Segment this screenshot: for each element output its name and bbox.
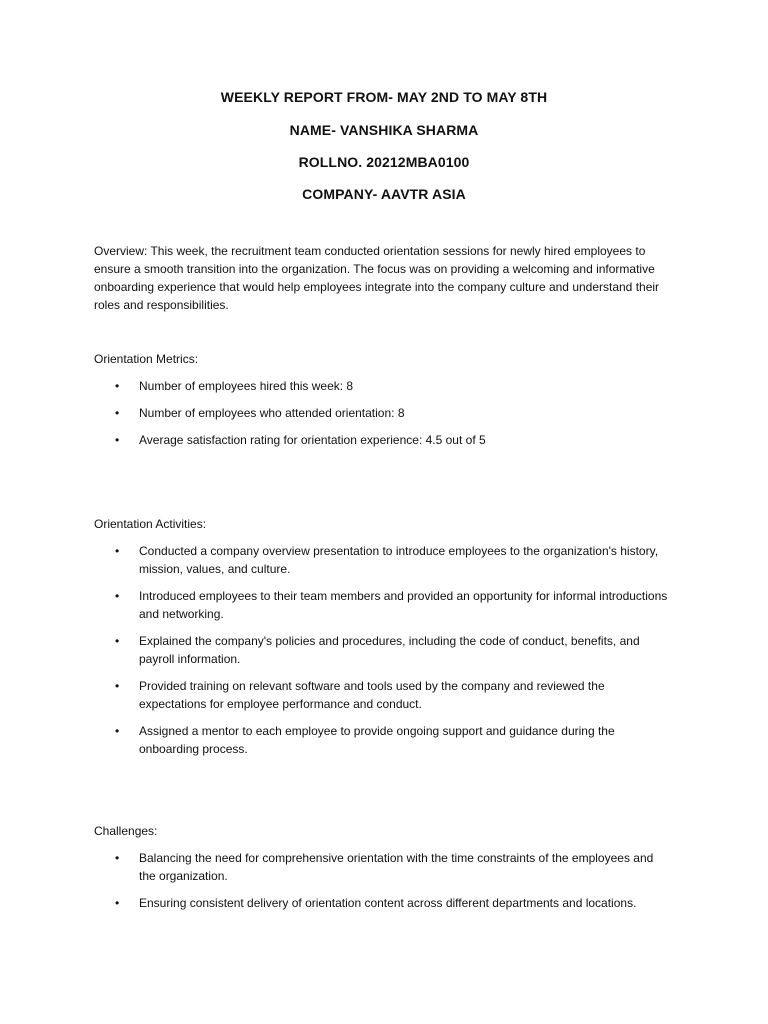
- challenges-list: [0, 849, 768, 921]
- bullet-icon: •: [115, 544, 120, 558]
- company-name: COMPANY- AAVTR ASIA: [302, 186, 466, 202]
- list-item: [0, 849, 669, 885]
- overview-paragraph: Overview: This week, the recruitment team conducted orientation sessions for newly hired employees to ensure a smooth transition into the organization. The focus was on providing a welcoming and informative onboarding experience that would help employees integrate into the company culture and understand their roles and responsibilities.: [94, 244, 660, 312]
- list-item: [0, 677, 669, 713]
- metrics-heading: Orientation Metrics:: [94, 352, 199, 366]
- list-item-text: Average satisfaction rating for orientation experience: 4.5 out of 5: [139, 433, 486, 447]
- list-item: [0, 632, 669, 668]
- list-item: [0, 377, 669, 395]
- challenges-heading: Challenges:: [94, 824, 158, 838]
- bullet-icon: •: [115, 851, 120, 865]
- list-item: [0, 404, 669, 422]
- bullet-icon: •: [115, 724, 120, 738]
- list-item-text: Number of employees hired this week: 8: [139, 379, 354, 393]
- activities-list: [0, 542, 768, 767]
- list-item: [0, 587, 669, 623]
- list-item: [0, 431, 669, 449]
- bullet-icon: •: [115, 679, 120, 693]
- list-item: [0, 894, 669, 912]
- list-item-text: Introduced employees to their team members and provided an opportunity for informal introductions and networking.: [139, 589, 668, 621]
- list-item-text: Number of employees who attended orientation: 8: [139, 406, 405, 420]
- bullet-icon: •: [115, 634, 120, 648]
- student-name: NAME- VANSHIKA SHARMA: [289, 122, 479, 138]
- list-item: [0, 722, 669, 758]
- roll-number: ROLLNO. 20212MBA0100: [298, 154, 470, 170]
- list-item-text: Provided training on relevant software and tools used by the company and reviewed the expectations for employee performance and conduct.: [139, 679, 605, 711]
- bullet-icon: •: [115, 406, 120, 420]
- bullet-icon: •: [115, 433, 120, 447]
- list-item-text: Balancing the need for comprehensive orientation with the time constraints of the employees and the organization.: [139, 851, 654, 883]
- list-item-text: Conducted a company overview presentation to introduce employees to the organization's history, mission, values, and culture.: [139, 544, 659, 576]
- bullet-icon: •: [115, 379, 120, 393]
- activities-heading: Orientation Activities:: [94, 517, 207, 531]
- report-title: WEEKLY REPORT FROM- MAY 2ND TO MAY 8TH: [220, 89, 548, 105]
- bullet-icon: •: [115, 589, 120, 603]
- list-item: [0, 542, 669, 578]
- metrics-list: [0, 377, 768, 458]
- list-item-text: Ensuring consistent delivery of orientation content across different departments and locations.: [139, 896, 637, 910]
- bullet-icon: •: [115, 896, 120, 910]
- list-item-text: Explained the company's policies and procedures, including the code of conduct, benefits, and payroll information.: [139, 634, 640, 666]
- list-item-text: Assigned a mentor to each employee to provide ongoing support and guidance during the onboarding process.: [139, 724, 615, 756]
